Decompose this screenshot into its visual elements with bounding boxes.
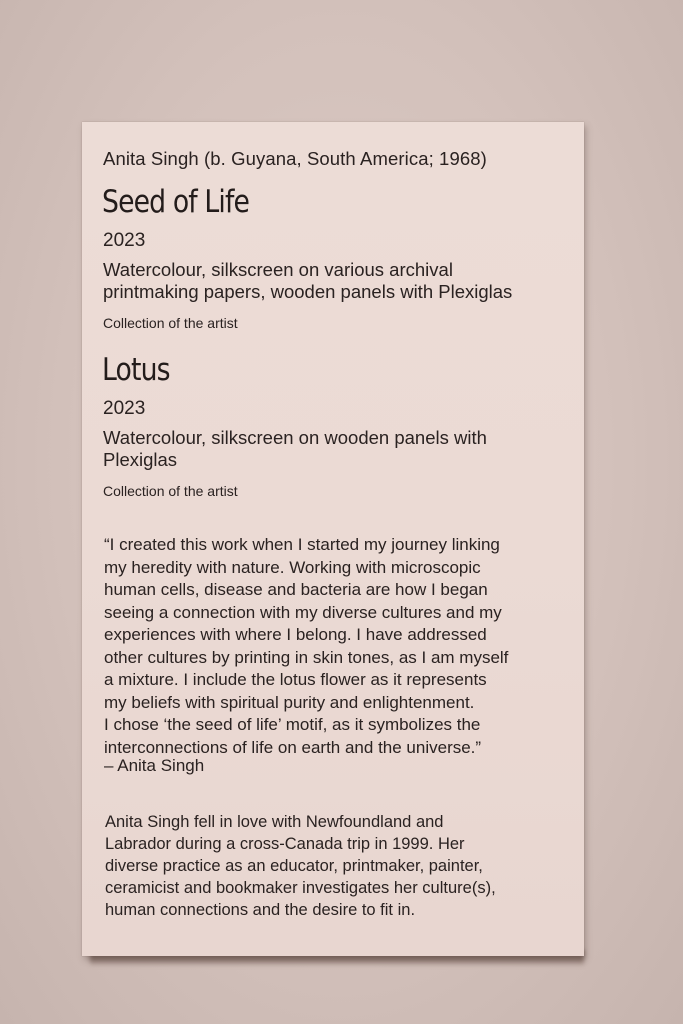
- quote-line: seeing a connection with my diverse cultures and my: [104, 602, 502, 622]
- bio-line: ceramicist and bookmaker investigates her culture(s),: [105, 879, 496, 897]
- museum-wall-label: [82, 122, 584, 956]
- work-medium: [103, 259, 573, 303]
- quote-line: a mixture. I include the lotus flower as it represents: [104, 670, 487, 689]
- bio-line: diverse practice as an educator, printmaker, painter,: [105, 857, 483, 875]
- work-collection: Collection of the artist: [103, 315, 238, 331]
- medium-line: Plexiglas: [103, 449, 178, 470]
- medium-line: Watercolour, silkscreen on wooden panels with: [103, 427, 487, 448]
- work-year: 2023: [103, 398, 146, 419]
- quote-line: other cultures by printing in skin tones, as I am myself: [104, 647, 509, 667]
- quote-line: I chose ‘the seed of life’ motif, as it symbolizes the: [104, 715, 481, 734]
- work-collection: Collection of the artist: [103, 483, 238, 499]
- quote-line: “I created this work when I started my journey linking: [104, 535, 500, 554]
- bio-line: Labrador during a cross-Canada trip in 1999. Her: [105, 835, 465, 853]
- quote-line: my heredity with nature. Working with microscopic: [104, 557, 481, 577]
- artist-quote: [104, 534, 574, 759]
- work-title-seed-of-life: Seed of Life: [102, 184, 250, 220]
- medium-line: Watercolour, silkscreen on various archival: [103, 259, 453, 280]
- bio-line: human connections and the desire to fit in.: [105, 901, 416, 919]
- quote-attribution: – Anita Singh: [104, 756, 205, 775]
- quote-line: my beliefs with spiritual purity and enlightenment.: [104, 692, 475, 712]
- bio-line: Anita Singh fell in love with Newfoundland and: [105, 813, 444, 831]
- artist-bio: [105, 811, 575, 921]
- quote-line: human cells, disease and bacteria are how I began: [104, 580, 488, 599]
- work-year: 2023: [103, 230, 146, 251]
- artist-line: Anita Singh (b. Guyana, South America; 1968): [103, 148, 487, 169]
- quote-line: experiences with where I belong. I have addressed: [104, 625, 487, 644]
- quote-line: interconnections of life on earth and the universe.”: [104, 737, 482, 757]
- medium-line: printmaking papers, wooden panels with Plexiglas: [103, 281, 513, 302]
- work-title-lotus: Lotus: [102, 352, 170, 388]
- work-medium: [103, 427, 573, 471]
